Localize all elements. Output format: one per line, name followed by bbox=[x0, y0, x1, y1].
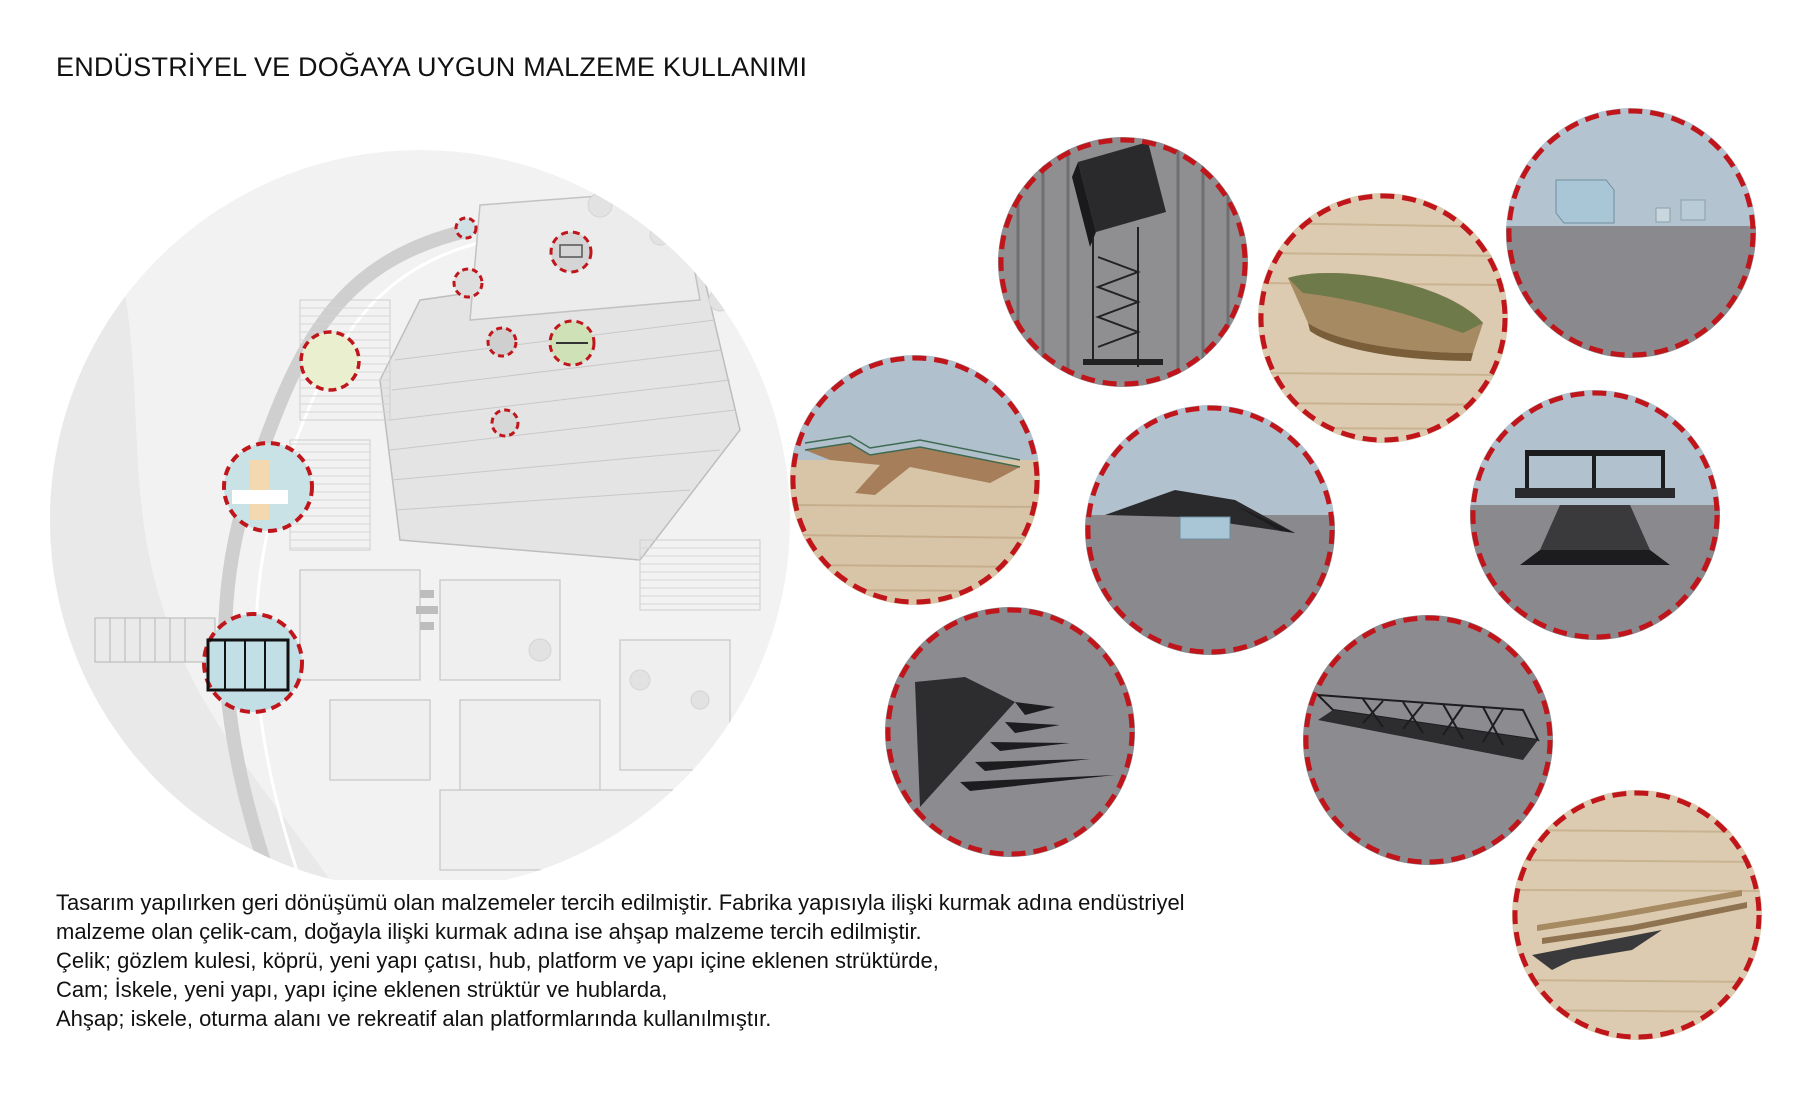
view-truss-bridge bbox=[1303, 615, 1553, 865]
site-plan bbox=[0, 0, 800, 880]
steel-steps-icon bbox=[885, 607, 1135, 857]
glass-volume-icon bbox=[1506, 108, 1756, 358]
board-title: ENDÜSTRİYEL VE DOĞAYA UYGUN MALZEME KULLANIMI bbox=[56, 52, 808, 82]
steel-roof-icon bbox=[1085, 405, 1335, 655]
view-steel-platform bbox=[1470, 390, 1720, 640]
view-glass-boxes bbox=[1506, 108, 1756, 358]
description-line: Ahşap; iskele, oturma alanı ve rekreatif alan platformlarında kullanılmıştır. bbox=[56, 1006, 772, 1031]
wood-seating-icon bbox=[1258, 193, 1508, 443]
description-line: malzeme olan çelik-cam, doğayla ilişki kurmak adına ise ahşap malzeme tercih edilmiştir. bbox=[56, 919, 922, 944]
view-wood-decks bbox=[1512, 790, 1762, 1040]
steel-platform-icon bbox=[1470, 390, 1720, 640]
wood-deck-icon bbox=[1512, 790, 1762, 1040]
wood-pier-icon bbox=[790, 355, 1040, 605]
view-curved-seating bbox=[1258, 193, 1508, 443]
description-line: Cam; İskele, yeni yapı, yapı içine eklenen strüktür ve hublarda, bbox=[56, 977, 668, 1002]
description-line: Tasarım yapılırken geri dönüşümü olan malzemeler tercih edilmiştir. Fabrika yapısıyla ilişki kurmak adına endüstriyel bbox=[56, 890, 1185, 915]
view-wood-pier bbox=[790, 355, 1040, 605]
view-observation-tower bbox=[998, 137, 1248, 387]
view-roof-steps bbox=[885, 607, 1135, 857]
steel-tower-icon bbox=[998, 137, 1248, 387]
description-line: Çelik; gözlem kulesi, köprü, yeni yapı çatısı, hub, platform ve yapı içine eklenen strüktürde, bbox=[56, 948, 939, 973]
truss-bridge-icon bbox=[1303, 615, 1553, 865]
view-new-building-roof bbox=[1085, 405, 1335, 655]
description bbox=[56, 888, 1386, 1033]
